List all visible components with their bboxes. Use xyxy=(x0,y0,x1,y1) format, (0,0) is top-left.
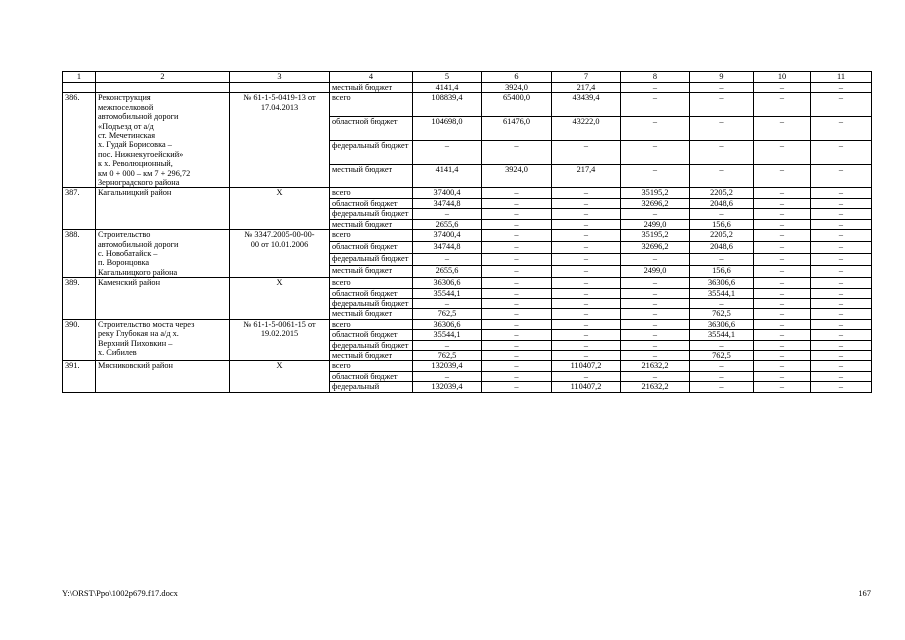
funding-source-cell: всего xyxy=(330,361,413,371)
funding-source-cell: всего xyxy=(330,188,413,198)
value-cell: – xyxy=(552,288,621,298)
row-number-cell: 388. xyxy=(63,230,96,278)
value-cell: 21632,2 xyxy=(621,361,690,371)
funding-source-cell: местный бюджет xyxy=(330,309,413,319)
value-cell: – xyxy=(811,164,872,188)
value-cell: – xyxy=(754,371,811,381)
value-cell: – xyxy=(552,330,621,340)
object-name-cell: Строительство автомобильной дороги с. Новобатайск – п. Воронцовка Кагальницкого района xyxy=(96,230,230,278)
value-cell: 132039,4 xyxy=(413,382,482,392)
value-cell: 35195,2 xyxy=(621,230,690,242)
value-cell: – xyxy=(811,117,872,141)
document-cell: Х xyxy=(230,188,330,230)
document-cell: № 61-1-5-0061-15 от 19.02.2015 xyxy=(230,319,330,361)
value-cell: – xyxy=(621,340,690,350)
value-cell: – xyxy=(811,242,872,254)
row-number-cell: 387. xyxy=(63,188,96,230)
value-cell: 35544,1 xyxy=(690,330,754,340)
value-cell: – xyxy=(482,230,552,242)
footer-page-number: 167 xyxy=(858,588,871,598)
value-cell: – xyxy=(811,219,872,229)
value-cell: – xyxy=(621,298,690,308)
value-cell: – xyxy=(690,371,754,381)
value-cell: – xyxy=(690,140,754,164)
value-cell: – xyxy=(621,164,690,188)
document-cell xyxy=(230,83,330,93)
value-cell: 762,5 xyxy=(690,309,754,319)
value-cell: – xyxy=(482,319,552,329)
object-name-cell: Кагальницкий район xyxy=(96,188,230,230)
value-cell: – xyxy=(811,340,872,350)
funding-source-cell: областной бюджет xyxy=(330,330,413,340)
funding-source-cell: федеральный бюджет xyxy=(330,340,413,350)
funding-source-cell: федеральный бюджет xyxy=(330,209,413,219)
column-header: 2 xyxy=(96,72,230,83)
value-cell: – xyxy=(754,361,811,371)
value-cell: 2205,2 xyxy=(690,230,754,242)
value-cell: – xyxy=(811,83,872,93)
table-row xyxy=(63,188,872,198)
object-name-cell: Реконструкция межпоселковой автомобильной дороги «Подъезд от а/д ст. Мечетинская х. Гудай Борисовка – пос. Нижнекугоейский» к х. Революционный, км 0 + 000 – км 7 + 296,72 Зерноградского района xyxy=(96,93,230,188)
value-cell: 110407,2 xyxy=(552,361,621,371)
value-cell: – xyxy=(552,278,621,288)
value-cell: 35544,1 xyxy=(690,288,754,298)
funding-source-cell: областной бюджет xyxy=(330,242,413,254)
row-number-cell xyxy=(63,83,96,93)
value-cell: 32696,2 xyxy=(621,198,690,208)
value-cell: – xyxy=(754,164,811,188)
value-cell: – xyxy=(482,198,552,208)
value-cell: – xyxy=(811,382,872,392)
value-cell: – xyxy=(690,361,754,371)
value-cell: – xyxy=(621,278,690,288)
value-cell: – xyxy=(552,298,621,308)
value-cell: 21632,2 xyxy=(621,382,690,392)
value-cell: 762,5 xyxy=(413,309,482,319)
value-cell: 156,6 xyxy=(690,219,754,229)
row-number-cell: 389. xyxy=(63,278,96,320)
column-header: 3 xyxy=(230,72,330,83)
column-header: 9 xyxy=(690,72,754,83)
document-cell: № 61-1-5-0419-13 от 17.04.2013 xyxy=(230,93,330,188)
value-cell: – xyxy=(811,230,872,242)
object-name-cell: Мясниковский район xyxy=(96,361,230,392)
value-cell: 4141,4 xyxy=(413,164,482,188)
value-cell: – xyxy=(482,209,552,219)
value-cell: – xyxy=(811,188,872,198)
footer-file-path: Y:\ORST\Ppo\1002p679.f17.docx xyxy=(62,588,178,598)
value-cell: – xyxy=(690,382,754,392)
value-cell: – xyxy=(413,140,482,164)
value-cell: – xyxy=(754,230,811,242)
column-header: 5 xyxy=(413,72,482,83)
value-cell: – xyxy=(482,309,552,319)
value-cell: – xyxy=(413,298,482,308)
value-cell: – xyxy=(811,209,872,219)
value-cell: – xyxy=(754,382,811,392)
value-cell: – xyxy=(552,350,621,360)
value-cell: 104698,0 xyxy=(413,117,482,141)
value-cell: – xyxy=(482,266,552,278)
value-cell: – xyxy=(482,188,552,198)
value-cell: 43439,4 xyxy=(552,93,621,117)
value-cell: – xyxy=(754,309,811,319)
value-cell: 35195,2 xyxy=(621,188,690,198)
value-cell: – xyxy=(690,164,754,188)
value-cell: – xyxy=(690,298,754,308)
row-number-cell: 386. xyxy=(63,93,96,188)
column-header: 7 xyxy=(552,72,621,83)
value-cell: – xyxy=(811,266,872,278)
value-cell: – xyxy=(754,242,811,254)
value-cell: – xyxy=(552,198,621,208)
table-row xyxy=(63,278,872,288)
value-cell: 4141,4 xyxy=(413,83,482,93)
value-cell: – xyxy=(552,371,621,381)
value-cell: – xyxy=(482,371,552,381)
value-cell: – xyxy=(482,298,552,308)
value-cell: – xyxy=(482,254,552,266)
value-cell: – xyxy=(754,198,811,208)
value-cell: – xyxy=(754,93,811,117)
value-cell: – xyxy=(413,209,482,219)
value-cell: 2655,6 xyxy=(413,219,482,229)
value-cell: – xyxy=(811,198,872,208)
value-cell: – xyxy=(621,209,690,219)
row-number-cell: 391. xyxy=(63,361,96,392)
value-cell: 132039,4 xyxy=(413,361,482,371)
value-cell: – xyxy=(482,361,552,371)
value-cell: – xyxy=(482,219,552,229)
value-cell: – xyxy=(754,330,811,340)
value-cell: – xyxy=(754,350,811,360)
value-cell: 37400,4 xyxy=(413,188,482,198)
column-header: 10 xyxy=(754,72,811,83)
value-cell: 2048,6 xyxy=(690,242,754,254)
value-cell: – xyxy=(552,319,621,329)
value-cell: – xyxy=(482,278,552,288)
value-cell: 35544,1 xyxy=(413,330,482,340)
value-cell: – xyxy=(690,93,754,117)
value-cell: – xyxy=(754,188,811,198)
value-cell: 65400,0 xyxy=(482,93,552,117)
value-cell: – xyxy=(690,83,754,93)
funding-source-cell: всего xyxy=(330,278,413,288)
document-cell: № 3347.2005-00-00- 00 от 10.01.2006 xyxy=(230,230,330,278)
funding-source-cell: областной бюджет xyxy=(330,371,413,381)
value-cell: – xyxy=(690,209,754,219)
funding-source-cell: всего xyxy=(330,319,413,329)
value-cell: – xyxy=(621,83,690,93)
value-cell: – xyxy=(754,209,811,219)
row-number-cell: 390. xyxy=(63,319,96,361)
object-name-cell: Каменский район xyxy=(96,278,230,320)
funding-source-cell: федеральный бюджет xyxy=(330,140,413,164)
value-cell: 32696,2 xyxy=(621,242,690,254)
table-row xyxy=(63,230,872,242)
value-cell: – xyxy=(811,254,872,266)
value-cell: 108839,4 xyxy=(413,93,482,117)
value-cell: – xyxy=(754,340,811,350)
funding-source-cell: федеральный бюджет xyxy=(330,254,413,266)
value-cell: 34744,8 xyxy=(413,242,482,254)
value-cell: 217,4 xyxy=(552,164,621,188)
funding-source-cell: местный бюджет xyxy=(330,164,413,188)
value-cell: 43222,0 xyxy=(552,117,621,141)
value-cell: – xyxy=(811,309,872,319)
value-cell: – xyxy=(811,278,872,288)
column-header: 8 xyxy=(621,72,690,83)
value-cell: – xyxy=(482,140,552,164)
column-header: 4 xyxy=(330,72,413,83)
value-cell: – xyxy=(811,140,872,164)
value-cell: – xyxy=(690,340,754,350)
table-row xyxy=(63,93,872,117)
value-cell: – xyxy=(754,140,811,164)
object-name-cell xyxy=(96,83,230,93)
table-row xyxy=(63,83,872,93)
value-cell: 2655,6 xyxy=(413,266,482,278)
value-cell: – xyxy=(811,371,872,381)
value-cell: 36306,6 xyxy=(413,319,482,329)
value-cell: – xyxy=(621,288,690,298)
value-cell: – xyxy=(482,350,552,360)
value-cell: – xyxy=(552,140,621,164)
value-cell: – xyxy=(754,266,811,278)
value-cell: – xyxy=(552,340,621,350)
value-cell: – xyxy=(413,254,482,266)
value-cell: 2205,2 xyxy=(690,188,754,198)
value-cell: – xyxy=(811,288,872,298)
value-cell: 36306,6 xyxy=(413,278,482,288)
value-cell: – xyxy=(413,371,482,381)
column-header: 11 xyxy=(811,72,872,83)
value-cell: – xyxy=(482,340,552,350)
value-cell: – xyxy=(621,330,690,340)
value-cell: – xyxy=(413,340,482,350)
value-cell: – xyxy=(552,242,621,254)
column-header: 6 xyxy=(482,72,552,83)
value-cell: – xyxy=(754,117,811,141)
value-cell: – xyxy=(754,288,811,298)
value-cell: – xyxy=(621,350,690,360)
value-cell: – xyxy=(621,371,690,381)
value-cell: 217,4 xyxy=(552,83,621,93)
value-cell: 61476,0 xyxy=(482,117,552,141)
value-cell: – xyxy=(552,209,621,219)
value-cell: – xyxy=(621,319,690,329)
value-cell: – xyxy=(482,330,552,340)
value-cell: – xyxy=(482,288,552,298)
value-cell: – xyxy=(811,361,872,371)
table-row xyxy=(63,361,872,371)
funding-source-cell: всего xyxy=(330,230,413,242)
value-cell: – xyxy=(690,254,754,266)
value-cell: 2048,6 xyxy=(690,198,754,208)
value-cell: 3924,0 xyxy=(482,164,552,188)
document-cell: Х xyxy=(230,361,330,392)
value-cell: 34744,8 xyxy=(413,198,482,208)
value-cell: – xyxy=(552,266,621,278)
value-cell: 762,5 xyxy=(413,350,482,360)
table-body xyxy=(63,83,872,393)
value-cell: 762,5 xyxy=(690,350,754,360)
value-cell: – xyxy=(754,219,811,229)
funding-source-cell: всего xyxy=(330,93,413,117)
object-name-cell: Строительство моста через реку Глубокая на а/д х. Верхний Пиховкин – х. Сибилев xyxy=(96,319,230,361)
value-cell: – xyxy=(754,319,811,329)
value-cell: – xyxy=(811,93,872,117)
funding-source-cell: местный бюджет xyxy=(330,266,413,278)
value-cell: – xyxy=(552,254,621,266)
value-cell: 36306,6 xyxy=(690,319,754,329)
value-cell: – xyxy=(754,254,811,266)
value-cell: – xyxy=(482,382,552,392)
value-cell: 37400,4 xyxy=(413,230,482,242)
value-cell: – xyxy=(621,93,690,117)
funding-source-cell: федеральный xyxy=(330,382,413,392)
value-cell: 35544,1 xyxy=(413,288,482,298)
value-cell: – xyxy=(552,230,621,242)
column-header: 1 xyxy=(63,72,96,83)
value-cell: 3924,0 xyxy=(482,83,552,93)
value-cell: – xyxy=(552,188,621,198)
budget-table xyxy=(62,71,872,393)
value-cell: 2499,0 xyxy=(621,219,690,229)
value-cell: – xyxy=(621,309,690,319)
value-cell: – xyxy=(690,117,754,141)
funding-source-cell: федеральный бюджет xyxy=(330,298,413,308)
value-cell: 2499,0 xyxy=(621,266,690,278)
value-cell: – xyxy=(552,219,621,229)
value-cell: – xyxy=(621,254,690,266)
funding-source-cell: местный бюджет xyxy=(330,219,413,229)
value-cell: – xyxy=(552,309,621,319)
table-row xyxy=(63,319,872,329)
value-cell: – xyxy=(754,278,811,288)
value-cell: – xyxy=(621,140,690,164)
funding-source-cell: областной бюджет xyxy=(330,117,413,141)
table-header-row xyxy=(63,72,872,83)
funding-source-cell: местный бюджет xyxy=(330,83,413,93)
value-cell: – xyxy=(482,242,552,254)
value-cell: – xyxy=(754,298,811,308)
value-cell: 36306,6 xyxy=(690,278,754,288)
value-cell: – xyxy=(754,83,811,93)
value-cell: – xyxy=(811,319,872,329)
document-cell: Х xyxy=(230,278,330,320)
funding-source-cell: местный бюджет xyxy=(330,350,413,360)
funding-source-cell: областной бюджет xyxy=(330,198,413,208)
value-cell: – xyxy=(811,330,872,340)
value-cell: 110407,2 xyxy=(552,382,621,392)
value-cell: 156,6 xyxy=(690,266,754,278)
funding-source-cell: областной бюджет xyxy=(330,288,413,298)
value-cell: – xyxy=(811,298,872,308)
value-cell: – xyxy=(811,350,872,360)
value-cell: – xyxy=(621,117,690,141)
